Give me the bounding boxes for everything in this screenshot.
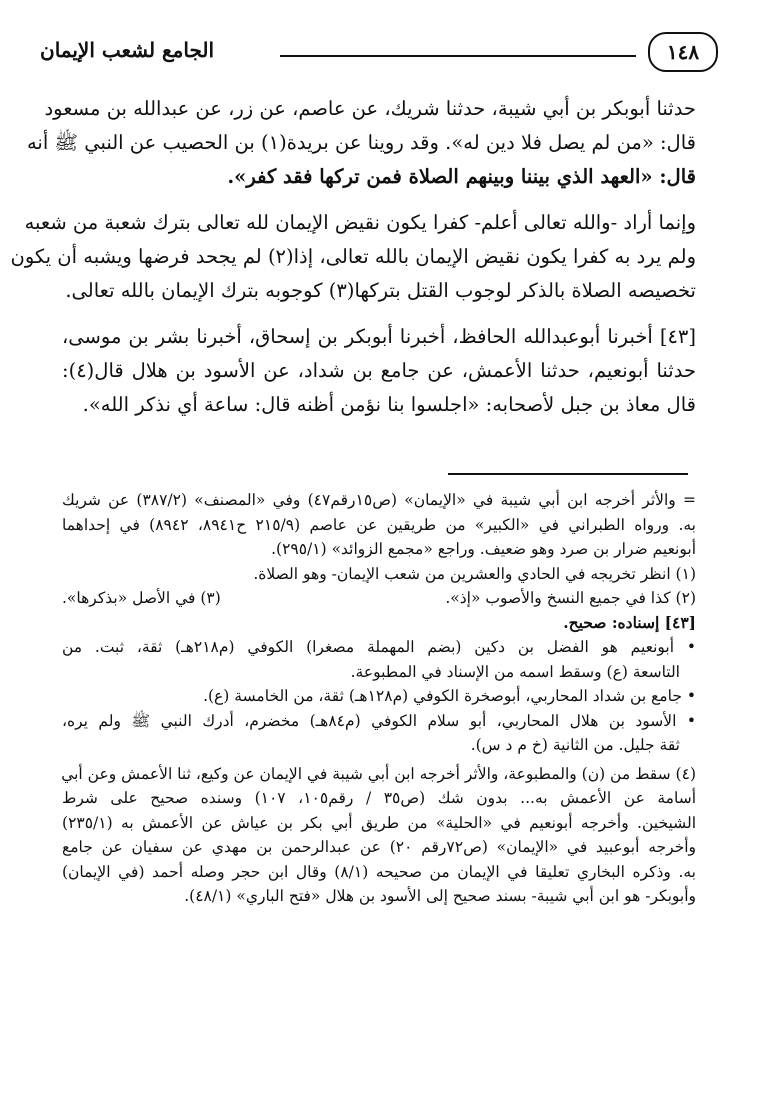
footnote-4-line: الشيخين. وأخرجه أبونعيم في «الحلية» من طريق أبي بكر بن عياش عن الأعمش به (٢٣٥/١): [62, 813, 696, 832]
footnote-4-line: (٤) سقط من (ن) والمطبوعة، والأثر أخرجه ابن أبي شيبة في الإيمان عن وكيع، ثنا الأعمش وعن أبي: [61, 764, 696, 783]
hadith-line: قال: «العهد الذي بيننا وبينهم الصلاة فمن تركها فقد كفر».: [227, 165, 696, 188]
bullet-line: • الأسود بن هلال المحاربي، أبو سلام الكوفي (م٨٤هـ) مخضرم، أدرك النبي ﷺ ولم يره،: [62, 711, 697, 730]
main-text: [10, 92, 696, 422]
book-title: الجامع لشعب الإيمان: [40, 38, 215, 62]
bullet-line: • أبونعيم هو الفضل بن دكين (بضم المهملة مصغرا) الكوفي (م٢١٨هـ) ثقة، ثبت. من: [62, 638, 696, 656]
text-line: ولم يرد به كفرا يكون نقيض الإيمان بالله تعالى، إذا(٢) لم يجحد فرضها ويشبه أن يكون: [10, 245, 696, 268]
footnotes: [62, 488, 696, 909]
footnote-line: = والأثر أخرجه ابن أبي شيبة في «الإيمان» (ص١٥رقم٤٧) وفي «المصنف» (٣٨٧/٢) عن شريك: [62, 491, 696, 509]
footnote-2: (٢) كذا في جميع النسخ والأصوب «إذ».: [445, 589, 696, 607]
text-line: حدثنا أبوبكر بن أبي شيبة، حدثنا شريك، عن عاصم، عن زر، عن عبدالله بن مسعود: [44, 97, 696, 120]
bullet-line: التاسعة (ع) وسقط اسمه من الإسناد في المطبوعة.: [350, 662, 680, 681]
text-line: حدثنا أبونعيم، حدثنا الأعمش، عن جامع بن شداد، عن الأسود بن هلال قال(٤):: [62, 359, 696, 382]
footnote-3: (٣) في الأصل «بذكرها».: [62, 589, 221, 607]
text-line: وإنما أراد -والله تعالى أعلم- كفرا يكون نقيض الإيمان لله تعالى بترك شعبة من شعبه: [24, 211, 696, 234]
bullet-line: ثقة جليل. من الثانية (خ م د س).: [470, 736, 680, 754]
header-rule: [280, 55, 636, 57]
footnote-4-line: به. وذكره البخاري تعليقا في الإيمان من صحيحه (٨/١) وقال ابن حجر وصله أحمد (في الإيمان): [62, 862, 696, 881]
isnad-heading: [٤٣] إسناده: صحيح.: [563, 612, 696, 632]
footnote-line: أبونعيم ضرار بن صرد وهو ضعيف. وراجع «مجمع الزوائد» (٢٩٥/١).: [271, 540, 696, 558]
page-number: ١٤٨: [648, 32, 718, 72]
bullet-line: • جامع بن شداد المحاربي، أبوصخرة الكوفي (م١٢٨هـ) ثقة، من الخامسة (ع).: [203, 687, 696, 705]
text-line: قال معاذ بن جبل لأصحابه: «اجلسوا بنا نؤمن أظنه قال: ساعة أي نذكر الله».: [82, 393, 696, 416]
page-header: [40, 30, 718, 74]
text-line: تخصيصه الصلاة بالذكر لوجوب القتل بتركها(٣) كوجوبه بترك الإيمان بالله تعالى.: [65, 279, 696, 302]
text-line: [٤٣] أخبرنا أبوعبدالله الحافظ، أخبرنا أبوبكر بن إسحاق، أخبرنا بشر بن موسى،: [62, 325, 696, 348]
footnote-1: (١) انظر تخريجه في الحادي والعشرين من شعب الإيمان- وهو الصلاة.: [253, 564, 696, 583]
footnote-4-line: أسامة عن الأعمش به... بدون شك (ص٣٥ / رقم١٠٥، ١٠٧) وسنده صحيح على شرط: [62, 789, 696, 807]
footnotes-2-3: [62, 586, 696, 611]
footnote-4-line: وأبوبكر- هو ابن أبي شيبة- بسند صحيح إلى الأسود بن هلال «فتح الباري» (٤٨/١).: [184, 887, 696, 905]
footnote-4-line: وأخرجه أبوعبيد في «الإيمان» (ص٧٢رقم ٢٠) عن عبدالرحمن بن مهدي عن سفيان عن جامع: [62, 838, 697, 856]
footnote-rule: [448, 473, 688, 475]
text-line: قال: «من لم يصل فلا دين له». وقد روينا عن بريدة(١) بن الحصيب عن النبي ﷺ أنه: [26, 131, 696, 154]
footnote-line: به. ورواه الطبراني في «الكبير» من طريقين عن عاصم (٢١٥/٩ ح٨٩٤١، ٨٩٤٢) في إحداهما: [62, 515, 696, 534]
